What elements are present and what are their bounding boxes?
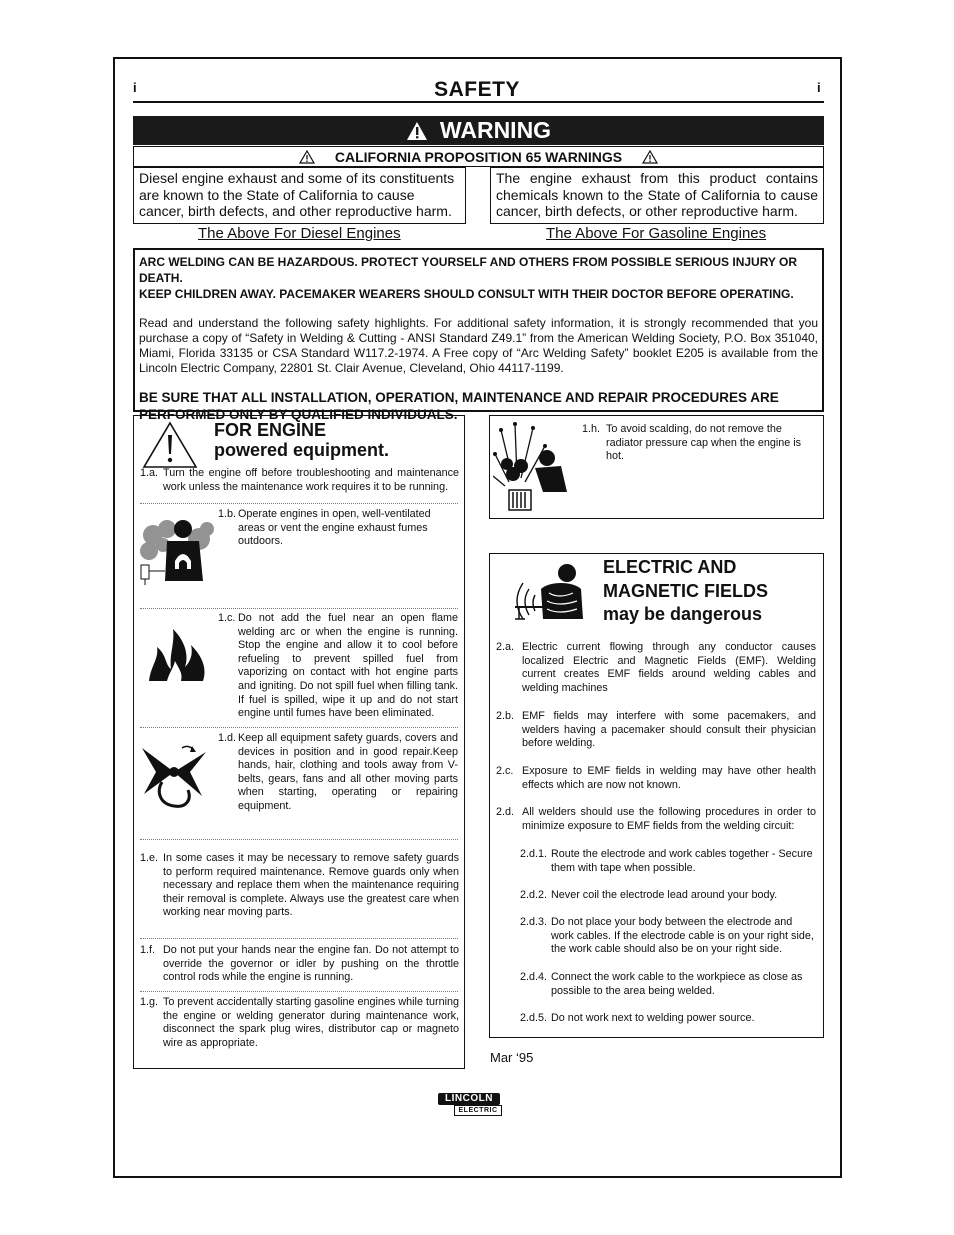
item-1f-text: Do not put your hands near the engine fan. Do not attempt to override the governor or idler by pushing on the throttle control rods while the engine is running. <box>163 944 459 984</box>
emf-heading-line-3: may be dangerous <box>603 604 763 624</box>
divider <box>140 727 458 728</box>
divider <box>140 839 458 840</box>
item-2d3-id: 2.d.3. <box>520 916 548 928</box>
safety-reference-paragraph: Read and understand the following safety highlights. For additional safety information, it is strongly recommended that you purchase a copy of “Safety in Welding & Cutting - ANSI Standard Z49.1” from the American Welding Society, P.O. Box 351040, Miami, Florida 33135 or CSA Standard W117.2-1974. A Free copy of “Arc Welding Safety” booklet E205 is available from the Lincoln Electric Company, 22801 St. Clair Avenue, Cleveland, Ohio 44117-1199. <box>139 316 818 375</box>
item-2c-id: 2.c. <box>496 765 514 777</box>
radiator-steam-icon <box>493 420 573 512</box>
diesel-warning-box: Diesel engine exhaust and some of its constituents are known to the State of California to cause cancer, birth defects, and other reproductive harm. <box>133 167 466 224</box>
diesel-engines-label: The Above For Diesel Engines <box>198 225 401 242</box>
gasoline-warning-box: The engine exhaust from this product contains chemicals known to the State of California to cause cancer, birth defects, or other reproductive harm. <box>490 167 824 224</box>
prop65-title: CALIFORNIA PROPOSITION 65 WARNINGS <box>334 148 623 165</box>
emf-heading-line-2: MAGNETIC FIELDS <box>603 581 768 601</box>
engine-heading-line-1: FOR ENGINE <box>214 420 327 440</box>
item-2a-text: Electric current flowing through any conductor causes localized Electric and Magnetic Fields (EMF). Welding current creates EMF fields around welding cables and welding machines <box>522 641 816 694</box>
rotating-fan-hand-icon <box>136 742 212 810</box>
lincoln-electric-logo <box>438 1093 506 1117</box>
item-1b-id: 1.b. <box>218 508 237 520</box>
divider <box>140 991 458 992</box>
item-2d5-text: Do not work next to welding power source. <box>551 1012 755 1024</box>
item-1g-id: 1.g. <box>140 996 159 1008</box>
item-2d1-text: Route the electrode and work cables together - Secure them with tape when possible. <box>551 848 813 874</box>
item-2d3-text: Do not place your body between the electrode and work cables. If the electrode cable is on your right side, the work cable should also be on your right side. <box>551 916 814 956</box>
warning-triangle-icon <box>299 150 315 164</box>
item-2d5-id: 2.d.5. <box>520 1012 548 1024</box>
emf-heading-line-1: ELECTRIC AND <box>603 557 737 577</box>
item-2b-text: EMF fields may interfere with some pacemakers, and welders having a pacemaker should consult their physician before welding. <box>522 710 816 750</box>
prop65-header <box>133 146 824 167</box>
item-2d1-id: 2.d.1. <box>520 848 548 860</box>
item-1f-id: 1.f. <box>140 944 156 956</box>
electromagnetic-field-icon <box>513 559 587 625</box>
flame-icon <box>145 625 211 683</box>
item-1d-id: 1.d. <box>218 732 237 744</box>
item-1b-text: Operate engines in open, well-ventilated areas or vent the engine exhaust fumes outdoors. <box>238 508 431 548</box>
revision-date: Mar ‘95 <box>490 1050 534 1065</box>
item-1a-text: Turn the engine off before troubleshooting and maintenance work unless the maintenance work requires it to be running. <box>163 467 459 493</box>
engine-heading-line-2: powered equipment. <box>214 440 390 460</box>
item-2d-id: 2.d. <box>496 806 515 818</box>
item-2d4-id: 2.d.4. <box>520 971 548 983</box>
gasoline-engines-label: The Above For Gasoline Engines <box>546 225 767 242</box>
page-number-right: i <box>817 80 821 95</box>
warning-triangle-icon <box>142 421 198 469</box>
divider <box>140 503 458 504</box>
item-1e-text: In some cases it may be necessary to remove safety guards to perform required maintenance. Remove guards only when necessary and replace them when the maintenance requiring their removal is complete. Always use the greatest care when working near moving parts. <box>163 852 459 919</box>
logo-top-text: LINCOLN <box>438 1093 500 1105</box>
item-2d2-id: 2.d.2. <box>520 889 548 901</box>
page-number-left: i <box>133 80 137 95</box>
item-2d4-text: Connect the work cable to the workpiece as close as possible to the area being welded. <box>551 971 803 997</box>
item-1g-text: To prevent accidentally starting gasoline engines while turning the engine or welding generator during maintenance work, disconnect the spark plug wires, distributor cap or magneto wire as appropriate. <box>163 996 459 1049</box>
arc-hazard-line-2: KEEP CHILDREN AWAY. PACEMAKER WEARERS SHOULD CONSULT WITH THEIR DOCTOR BEFORE OPERATING. <box>139 287 794 301</box>
item-1c-text: Do not add the fuel near an open flame welding arc or when the engine is running. Stop the engine and allow it to cool before refueling to prevent spilled fuel from vaporizing on contact with hot engine parts and igniting. Do not spill fuel when filling tank. If fuel is spilled, wipe it up and do not start engine until fumes have been eliminated. <box>238 612 458 720</box>
warning-triangle-icon <box>642 150 658 164</box>
divider <box>140 608 458 609</box>
logo-bottom-text: ELECTRIC <box>454 1105 502 1116</box>
item-1c-id: 1.c. <box>218 612 236 624</box>
header-rule <box>133 101 824 103</box>
item-1d-text: Keep all equipment safety guards, covers and devices in position and in good repair.Keep hands, hair, clothing and tools away from V-belts, gears, fans and all other moving parts when starting, operating or repairing equipment. <box>238 732 458 812</box>
item-1h-text: To avoid scalding, do not remove the radiator pressure cap when the engine is hot. <box>606 423 802 463</box>
item-1e-id: 1.e. <box>140 852 159 864</box>
item-1h-id: 1.h. <box>582 423 601 435</box>
item-2c-text: Exposure to EMF fields in welding may have other health effects which are now not known. <box>522 765 816 791</box>
item-1a-id: 1.a. <box>140 467 159 479</box>
exhaust-fumes-icon <box>137 515 215 585</box>
page-title: SAFETY <box>434 78 520 101</box>
item-2d2-text: Never coil the electrode lead around your body. <box>551 889 778 901</box>
item-2a-id: 2.a. <box>496 641 515 653</box>
arc-welding-notice <box>133 248 824 422</box>
arc-hazard-line-1: ARC WELDING CAN BE HAZARDOUS. PROTECT YOURSELF AND OTHERS FROM POSSIBLE SERIOUS INJURY OR DEATH. <box>139 255 798 285</box>
divider <box>140 938 458 939</box>
qualified-individuals-notice: BE SURE THAT ALL INSTALLATION, OPERATION, MAINTENANCE AND REPAIR PROCEDURES ARE PERFORMED ONLY BY QUALIFIED INDIVIDUALS. <box>139 390 779 422</box>
item-2d-text: All welders should use the following procedures in order to minimize exposure to EMF fields from the welding circuit: <box>522 806 816 832</box>
warning-triangle-icon <box>406 121 428 141</box>
item-2b-id: 2.b. <box>496 710 515 722</box>
warning-banner <box>133 116 824 145</box>
warning-label: WARNING <box>439 117 552 143</box>
